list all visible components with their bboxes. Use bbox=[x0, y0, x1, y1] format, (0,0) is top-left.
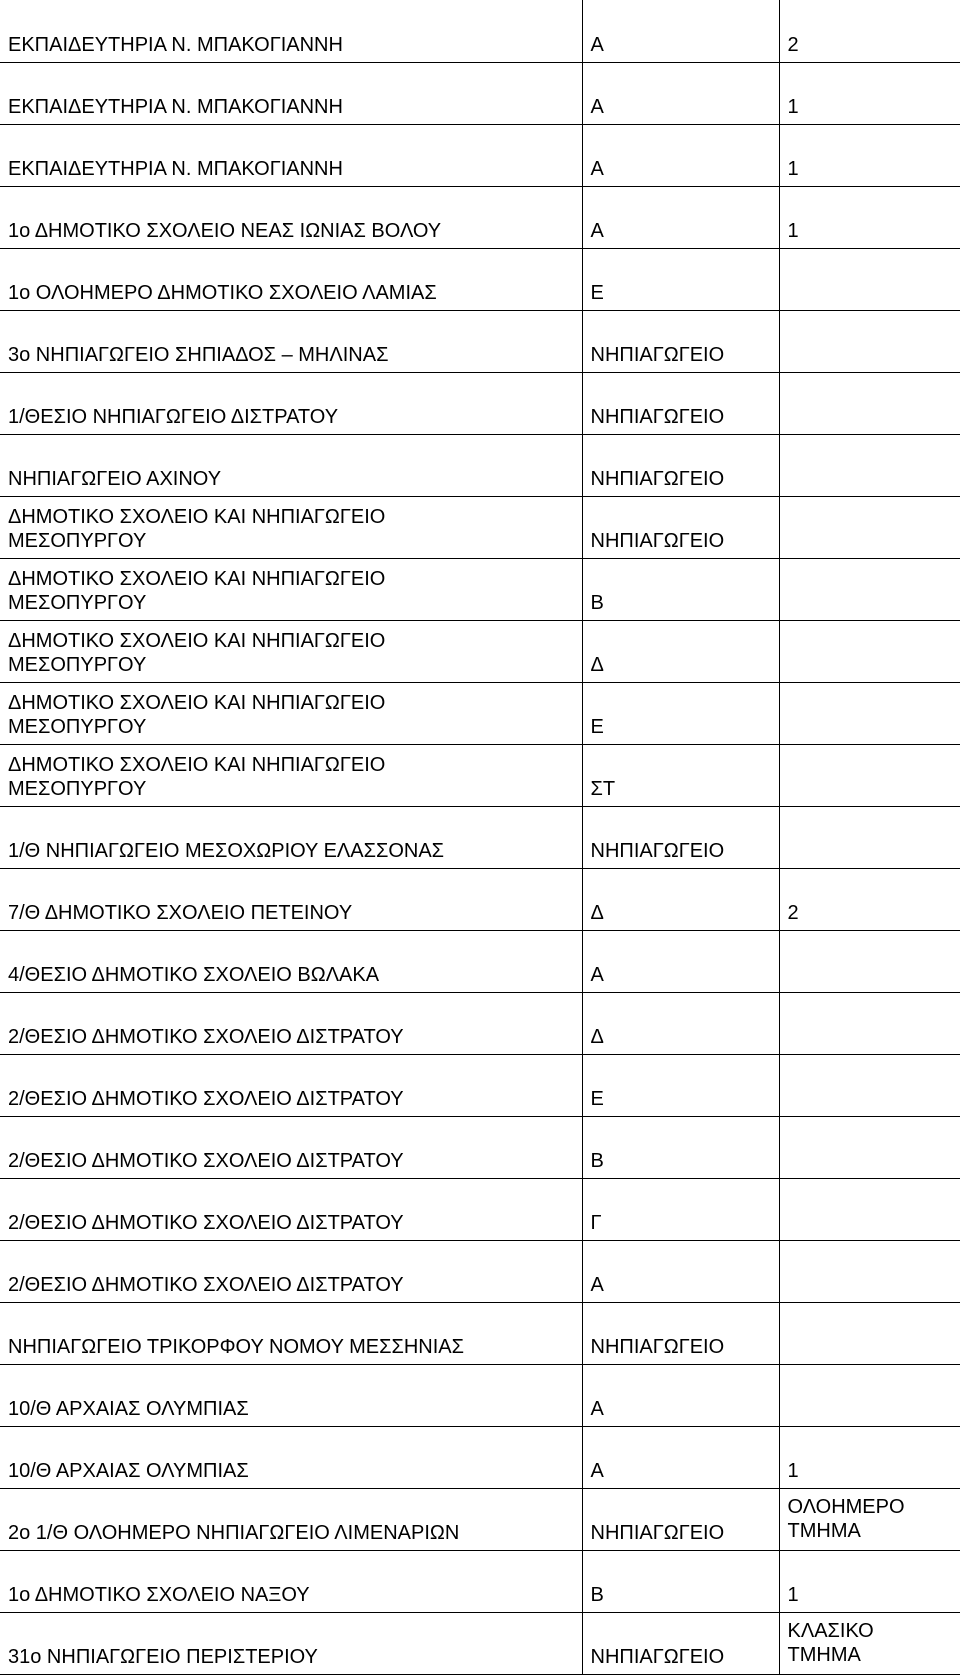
class-cell: ΣΤ bbox=[582, 744, 779, 806]
class-cell: Α bbox=[582, 124, 779, 186]
table-row bbox=[0, 992, 960, 1054]
table-row bbox=[0, 806, 960, 868]
school-name-cell: 10/Θ ΑΡΧΑΙΑΣ ΟΛΥΜΠΙΑΣ bbox=[0, 1426, 582, 1488]
school-name-cell: ΔΗΜΟΤΙΚΟ ΣΧΟΛΕΙΟ ΚΑΙ ΝΗΠΙΑΓΩΓΕΙΟ ΜΕΣΟΠΥΡΓΟΥ bbox=[0, 558, 582, 620]
section-cell: 1 bbox=[779, 1550, 960, 1612]
section-cell bbox=[779, 1116, 960, 1178]
school-name-cell: ΕΚΠΑΙΔΕΥΤΗΡΙΑ Ν. ΜΠΑΚΟΓΙΑΝΝΗ bbox=[0, 124, 582, 186]
school-name-cell: ΔΗΜΟΤΙΚΟ ΣΧΟΛΕΙΟ ΚΑΙ ΝΗΠΙΑΓΩΓΕΙΟ ΜΕΣΟΠΥΡΓΟΥ bbox=[0, 744, 582, 806]
table-row bbox=[0, 930, 960, 992]
table-row bbox=[0, 310, 960, 372]
class-cell: Ε bbox=[582, 1054, 779, 1116]
class-cell: Β bbox=[582, 558, 779, 620]
table-row bbox=[0, 682, 960, 744]
class-cell: ΝΗΠΙΑΓΩΓΕΙΟ bbox=[582, 806, 779, 868]
table-row bbox=[0, 1364, 960, 1426]
table-row bbox=[0, 1612, 960, 1674]
section-cell bbox=[779, 496, 960, 558]
school-name-cell: 10/Θ ΑΡΧΑΙΑΣ ΟΛΥΜΠΙΑΣ bbox=[0, 1364, 582, 1426]
section-cell bbox=[779, 1302, 960, 1364]
school-name-cell: ΔΗΜΟΤΙΚΟ ΣΧΟΛΕΙΟ ΚΑΙ ΝΗΠΙΑΓΩΓΕΙΟ ΜΕΣΟΠΥΡΓΟΥ bbox=[0, 620, 582, 682]
table-row bbox=[0, 186, 960, 248]
section-cell bbox=[779, 310, 960, 372]
school-name-cell: 2ο 1/Θ ΟΛΟΗΜΕΡΟ ΝΗΠΙΑΓΩΓΕΙΟ ΛΙΜΕΝΑΡΙΩΝ bbox=[0, 1488, 582, 1550]
table-row bbox=[0, 1426, 960, 1488]
table-row bbox=[0, 868, 960, 930]
class-cell: Α bbox=[582, 1364, 779, 1426]
school-name-cell: 2/ΘΕΣΙΟ ΔΗΜΟΤΙΚΟ ΣΧΟΛΕΙΟ ΔΙΣΤΡΑΤΟΥ bbox=[0, 1054, 582, 1116]
table-row bbox=[0, 0, 960, 62]
class-cell: Α bbox=[582, 0, 779, 62]
school-name-cell: 2/ΘΕΣΙΟ ΔΗΜΟΤΙΚΟ ΣΧΟΛΕΙΟ ΔΙΣΤΡΑΤΟΥ bbox=[0, 1240, 582, 1302]
section-cell bbox=[779, 806, 960, 868]
school-name-cell: 3ο ΝΗΠΙΑΓΩΓΕΙΟ ΣΗΠΙΑΔΟΣ – ΜΗΛΙΝΑΣ bbox=[0, 310, 582, 372]
section-cell bbox=[779, 620, 960, 682]
section-cell: ΟΛΟΗΜΕΡΟ ΤΜΗΜΑ bbox=[779, 1488, 960, 1550]
section-cell: 1 bbox=[779, 62, 960, 124]
class-cell: Α bbox=[582, 1240, 779, 1302]
class-cell: ΝΗΠΙΑΓΩΓΕΙΟ bbox=[582, 434, 779, 496]
school-name-cell: 1/ΘΕΣΙΟ ΝΗΠΙΑΓΩΓΕΙΟ ΔΙΣΤΡΑΤΟΥ bbox=[0, 372, 582, 434]
section-cell bbox=[779, 744, 960, 806]
class-cell: ΝΗΠΙΑΓΩΓΕΙΟ bbox=[582, 496, 779, 558]
table-row bbox=[0, 1054, 960, 1116]
school-name-cell: 1ο ΔΗΜΟΤΙΚΟ ΣΧΟΛΕΙΟ ΝΕΑΣ ΙΩΝΙΑΣ ΒΟΛΟΥ bbox=[0, 186, 582, 248]
school-name-cell: 2/ΘΕΣΙΟ ΔΗΜΟΤΙΚΟ ΣΧΟΛΕΙΟ ΔΙΣΤΡΑΤΟΥ bbox=[0, 1116, 582, 1178]
table-row bbox=[0, 248, 960, 310]
class-cell: Α bbox=[582, 930, 779, 992]
class-cell: Β bbox=[582, 1550, 779, 1612]
school-name-cell: 7/Θ ΔΗΜΟΤΙΚΟ ΣΧΟΛΕΙΟ ΠΕΤΕΙΝΟΥ bbox=[0, 868, 582, 930]
table-row bbox=[0, 1488, 960, 1550]
class-cell: ΝΗΠΙΑΓΩΓΕΙΟ bbox=[582, 372, 779, 434]
section-cell bbox=[779, 682, 960, 744]
table-row bbox=[0, 372, 960, 434]
school-name-cell: ΕΚΠΑΙΔΕΥΤΗΡΙΑ Ν. ΜΠΑΚΟΓΙΑΝΝΗ bbox=[0, 0, 582, 62]
section-cell bbox=[779, 930, 960, 992]
class-cell: Α bbox=[582, 1426, 779, 1488]
class-cell: Γ bbox=[582, 1178, 779, 1240]
class-cell: ΝΗΠΙΑΓΩΓΕΙΟ bbox=[582, 1488, 779, 1550]
class-cell: Ε bbox=[582, 682, 779, 744]
class-cell: Α bbox=[582, 62, 779, 124]
section-cell bbox=[779, 372, 960, 434]
section-cell: 1 bbox=[779, 124, 960, 186]
class-cell: Ε bbox=[582, 248, 779, 310]
school-name-cell: 4/ΘΕΣΙΟ ΔΗΜΟΤΙΚΟ ΣΧΟΛΕΙΟ ΒΩΛΑΚΑ bbox=[0, 930, 582, 992]
table-row bbox=[0, 744, 960, 806]
section-cell: ΚΛΑΣΙΚΟ ΤΜΗΜΑ bbox=[779, 1612, 960, 1674]
class-cell: Δ bbox=[582, 620, 779, 682]
section-cell: 1 bbox=[779, 1426, 960, 1488]
table-row bbox=[0, 1116, 960, 1178]
section-cell bbox=[779, 1364, 960, 1426]
table-row bbox=[0, 558, 960, 620]
school-name-cell: 1/Θ ΝΗΠΙΑΓΩΓΕΙΟ ΜΕΣΟΧΩΡΙΟΥ ΕΛΑΣΣΟΝΑΣ bbox=[0, 806, 582, 868]
school-name-cell: ΔΗΜΟΤΙΚΟ ΣΧΟΛΕΙΟ ΚΑΙ ΝΗΠΙΑΓΩΓΕΙΟ ΜΕΣΟΠΥΡΓΟΥ bbox=[0, 682, 582, 744]
school-name-cell: 31ο ΝΗΠΙΑΓΩΓΕΙΟ ΠΕΡΙΣΤΕΡΙΟΥ bbox=[0, 1612, 582, 1674]
table-row bbox=[0, 1302, 960, 1364]
school-name-cell: ΝΗΠΙΑΓΩΓΕΙΟ ΑΧΙΝΟΥ bbox=[0, 434, 582, 496]
school-name-cell: ΝΗΠΙΑΓΩΓΕΙΟ ΤΡΙΚΟΡΦΟΥ ΝΟΜΟΥ ΜΕΣΣΗΝΙΑΣ bbox=[0, 1302, 582, 1364]
school-name-cell: 2/ΘΕΣΙΟ ΔΗΜΟΤΙΚΟ ΣΧΟΛΕΙΟ ΔΙΣΤΡΑΤΟΥ bbox=[0, 1178, 582, 1240]
section-cell bbox=[779, 1240, 960, 1302]
section-cell bbox=[779, 248, 960, 310]
table-row bbox=[0, 1550, 960, 1612]
class-cell: ΝΗΠΙΑΓΩΓΕΙΟ bbox=[582, 310, 779, 372]
class-cell: ΝΗΠΙΑΓΩΓΕΙΟ bbox=[582, 1302, 779, 1364]
school-name-cell: ΕΚΠΑΙΔΕΥΤΗΡΙΑ Ν. ΜΠΑΚΟΓΙΑΝΝΗ bbox=[0, 62, 582, 124]
class-cell: ΝΗΠΙΑΓΩΓΕΙΟ bbox=[582, 1612, 779, 1674]
table-row bbox=[0, 496, 960, 558]
table-row bbox=[0, 1240, 960, 1302]
class-cell: Α bbox=[582, 186, 779, 248]
class-cell: Δ bbox=[582, 868, 779, 930]
section-cell: 2 bbox=[779, 868, 960, 930]
school-name-cell: ΔΗΜΟΤΙΚΟ ΣΧΟΛΕΙΟ ΚΑΙ ΝΗΠΙΑΓΩΓΕΙΟ ΜΕΣΟΠΥΡΓΟΥ bbox=[0, 496, 582, 558]
class-cell: Δ bbox=[582, 992, 779, 1054]
table-row bbox=[0, 1178, 960, 1240]
table-row bbox=[0, 434, 960, 496]
section-cell bbox=[779, 434, 960, 496]
section-cell bbox=[779, 1054, 960, 1116]
school-name-cell: 1ο ΔΗΜΟΤΙΚΟ ΣΧΟΛΕΙΟ ΝΑΞΟΥ bbox=[0, 1550, 582, 1612]
section-cell bbox=[779, 1178, 960, 1240]
table-row bbox=[0, 620, 960, 682]
table-row bbox=[0, 62, 960, 124]
section-cell bbox=[779, 992, 960, 1054]
section-cell: 2 bbox=[779, 0, 960, 62]
section-cell: 1 bbox=[779, 186, 960, 248]
school-name-cell: 2/ΘΕΣΙΟ ΔΗΜΟΤΙΚΟ ΣΧΟΛΕΙΟ ΔΙΣΤΡΑΤΟΥ bbox=[0, 992, 582, 1054]
table-row bbox=[0, 124, 960, 186]
section-cell bbox=[779, 558, 960, 620]
class-cell: Β bbox=[582, 1116, 779, 1178]
school-name-cell: 1ο ΟΛΟΗΜΕΡΟ ΔΗΜΟΤΙΚΟ ΣΧΟΛΕΙΟ ΛΑΜΙΑΣ bbox=[0, 248, 582, 310]
